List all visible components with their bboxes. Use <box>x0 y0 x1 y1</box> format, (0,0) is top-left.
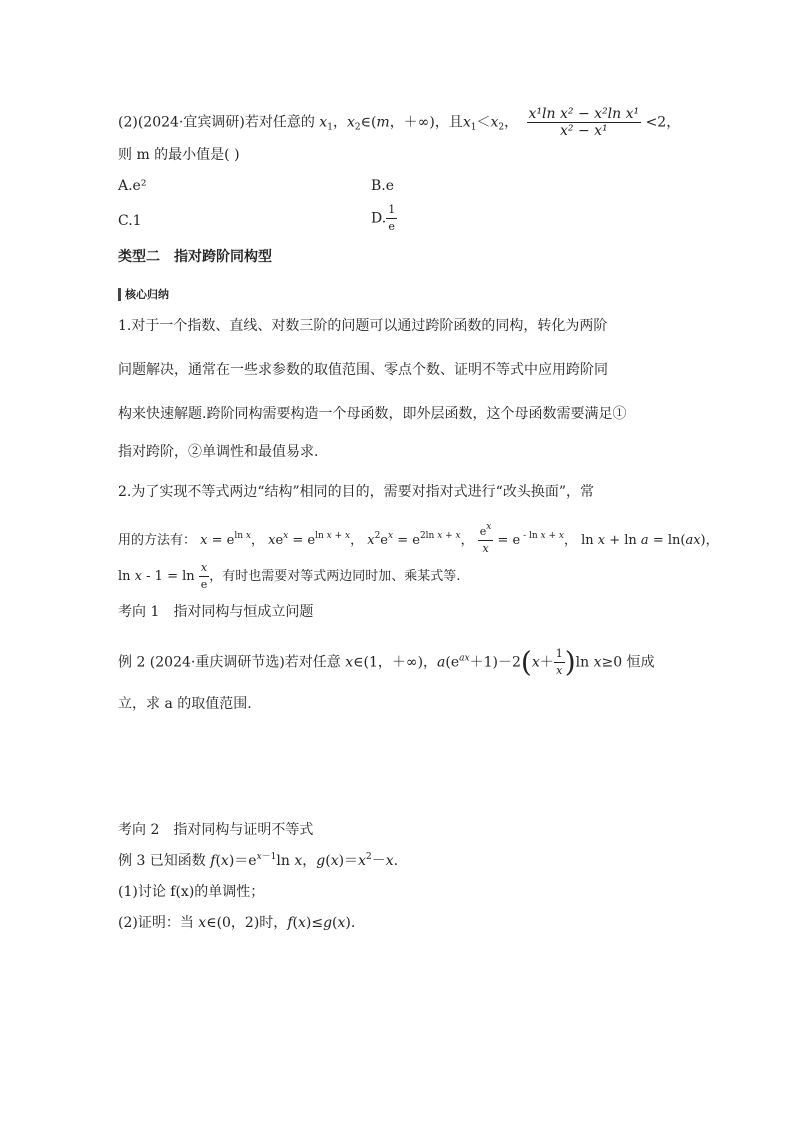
direction-1-title: 考向 1 指对同构与恒成立问题 <box>118 604 314 620</box>
direction-2-title: 考向 2 指对同构与证明不等式 <box>118 822 314 838</box>
x-over-e-fraction: $\frac{x}{e}$ <box>200 561 208 591</box>
para2-line-3: ln x - 1 = ln $\frac{x}{e}$ ，有时也需要对等式两边同时加、乘某式等. <box>118 561 461 591</box>
example-3-line-1: 例 3 已知函数 $f(x)=e^{x-1}\ln$ x，$g(x)=x^2-x$. <box>118 852 399 869</box>
para2-line-2: 用的方法有： $x = e^{ln x}$， $xe^x = e^{ln x + x}$， $x^2e^x = e^{2ln x + x}$， $\frac{e^x}{x}$ = e $^{- ln x + x}$， ln x + ln a = ln(ax)， <box>118 522 719 555</box>
problem-2-fraction-denominator: x² − x¹ <box>560 123 608 139</box>
ex-over-x-fraction: $\frac{e^x}{x}$ <box>479 522 492 555</box>
example-3-prefix: 例 3 已知函数 <box>118 853 206 869</box>
core-summary-tag <box>118 284 169 304</box>
example-3-part-2: (2)证明：当 x∈(0，2)时，f(x)≤g(x). <box>118 915 356 931</box>
para2-methods-prefix: 用的方法有： <box>118 533 197 548</box>
example-2-prefix: 例 2 (2024·重庆调研节选)若对任意 <box>118 654 341 671</box>
example-2-tail: 恒成 <box>626 654 655 671</box>
para1-line-3: 构来快速解题.跨阶同构需要构造一个母函数，即外层函数，这个母函数需要满足① <box>118 406 627 422</box>
option-d-denominator: e <box>388 220 395 233</box>
problem-2-prefix: (2)(2024·宜宾调研)若对任意的 <box>118 114 315 131</box>
problem-2-lt2: <2， <box>645 114 681 131</box>
para2-line-1: 2.为了实现不等式两边“结构”相同的目的，需要对指对式进行“改头换面”，常 <box>118 484 594 500</box>
problem-2-line-2: 则 m 的最小值是( ) <box>118 147 240 163</box>
para1-line-4: 指对跨阶，②单调性和最值易求. <box>118 444 319 460</box>
option-c: C.1 <box>118 213 142 229</box>
problem-2-line-1: (2)(2024·宜宾调研)若对任意的 $x_1$，$x_2\in(m$，＋∞)，且$x_1<x_2$， $\frac{\text{x¹ln x² − x²ln x¹}}{\text{x² − x¹}}$ <2， <box>118 106 681 139</box>
option-b: B.e <box>371 178 395 194</box>
core-summary-label: 核心归纳 <box>118 288 169 301</box>
option-a: A.e² <box>118 178 147 194</box>
problem-2-cond: ，且 <box>434 114 463 131</box>
example-3-part-2-prefix: (2)证明：当 <box>118 915 194 931</box>
option-d-label: D. <box>371 210 387 227</box>
example-2-line-2: 立，求 a 的取值范围. <box>118 696 252 712</box>
problem-2-fraction <box>527 106 642 139</box>
option-d-numerator: 1 <box>386 202 397 219</box>
para1-line-1: 1.对于一个指数、直线、对数三阶的问题可以通过跨阶函数的同构，转化为两阶 <box>118 318 608 334</box>
problem-2-fraction-numerator: x¹ln x² − x²ln x¹ <box>528 106 640 122</box>
section-title: 类型二 指对跨阶同构型 <box>118 249 272 265</box>
para2-line-3-tail: ，有时也需要对等式两边同时加、乘某式等. <box>209 569 461 584</box>
example-3-part-1: (1)讨论 f(x)的单调性； <box>118 884 265 900</box>
para1-line-2: 问题解决，通常在一些求参数的取值范围、零点个数、证明不等式中应用跨阶同 <box>118 362 608 378</box>
option-d <box>371 202 397 235</box>
example-2-line-1: 例 2 (2024·重庆调研节选)若对任意 x∈(1，＋∞)，$a(e^{ax}+1)-2(x+$ $\frac{1}{x}$ )ln x≥0 恒成 <box>118 645 655 679</box>
